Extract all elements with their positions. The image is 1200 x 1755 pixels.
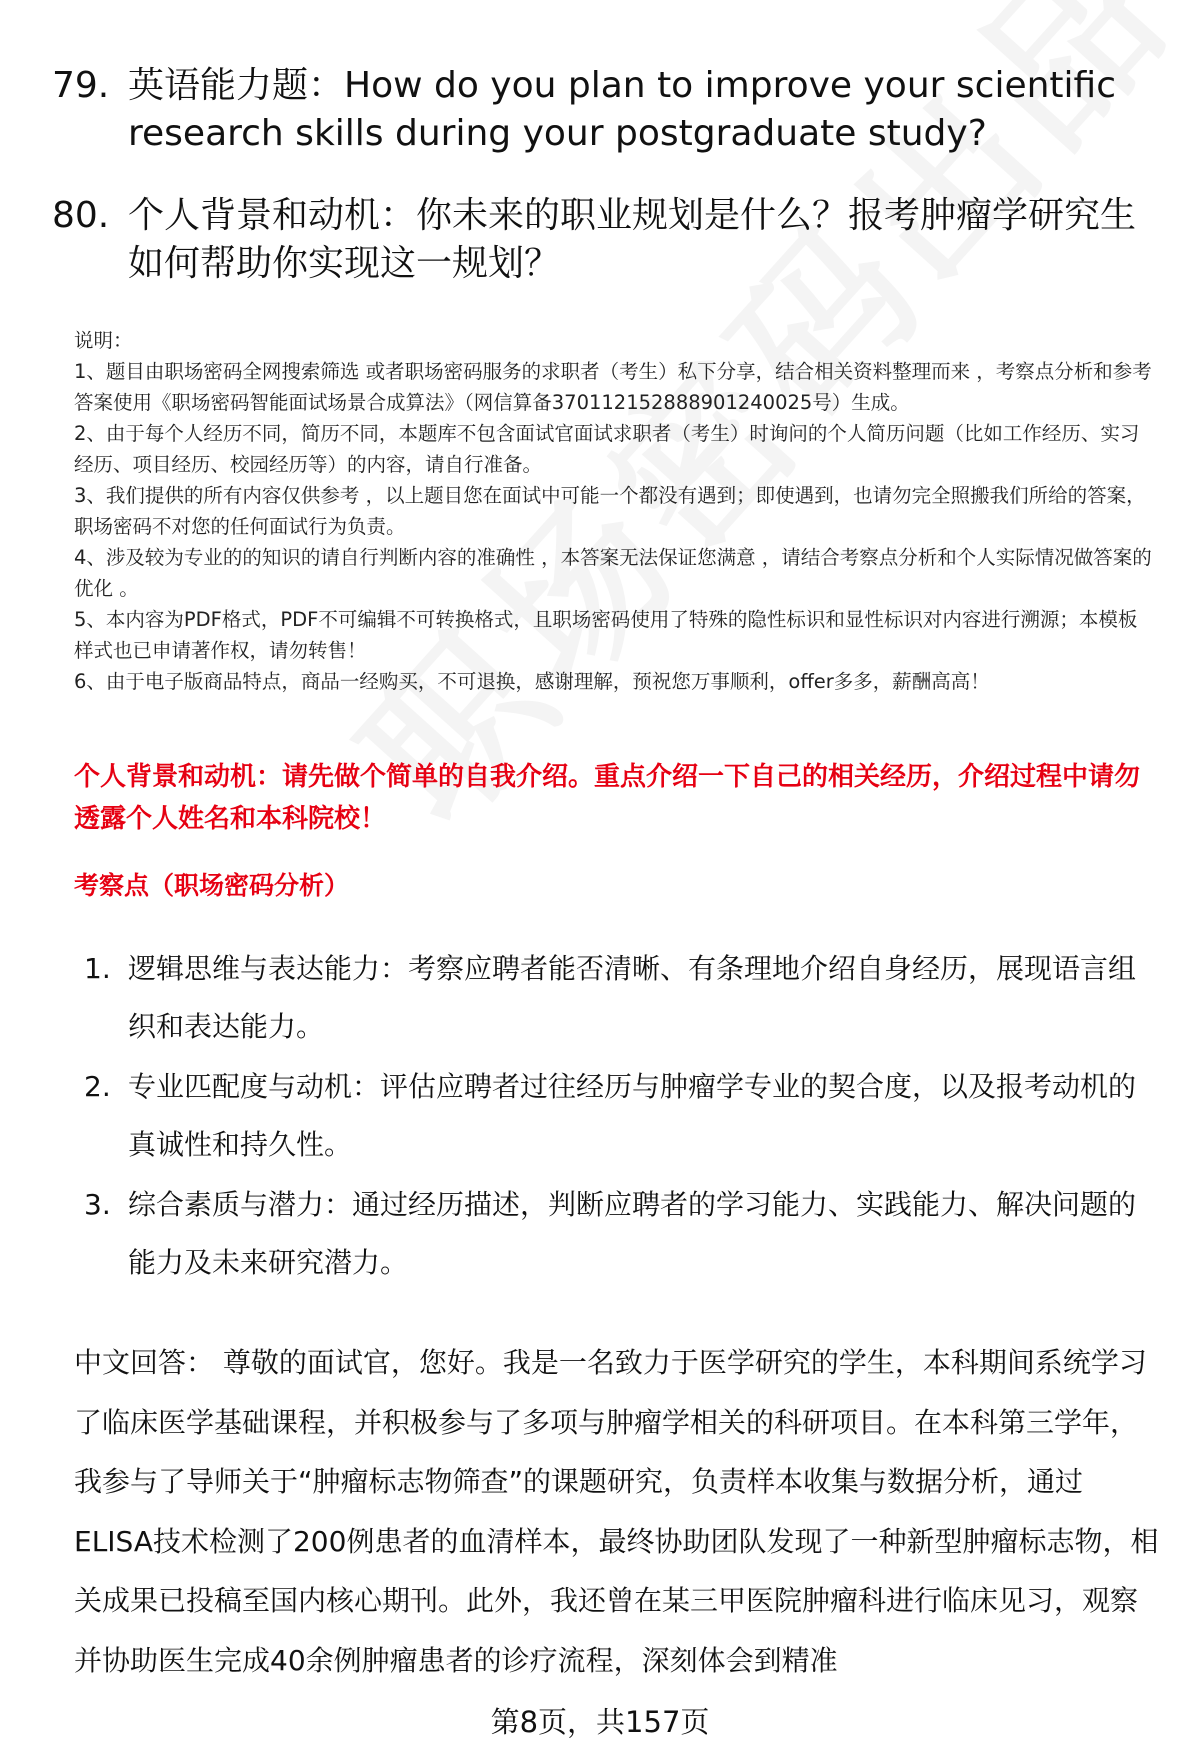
note-item: 1、题目由职场密码全网搜索筛选 或者职场密码服务的求职者（考生）私下分享，结合相关资料整理而来 ，考察点分析和参考答案使用《职场密码智能面试场景合成算法》（网信算备370112152888901240025号）生成。 [74, 360, 1152, 414]
notes-heading: 说明： [74, 329, 133, 352]
note-item: 2、由于每个人经历不同，简历不同，本题库不包含面试官面试求职者（考生）时询问的个人简历问题（比如工作经历、实习经历、项目经历、校园经历等）的内容，请自行准备。 [74, 422, 1140, 476]
analysis-item [84, 1176, 1150, 1292]
current-question-heading: 个人背景和动机：请先做个简单的自我介绍。重点介绍一下自己的相关经历，介绍过程中请勿透露个人姓名和本科院校！ [74, 762, 1141, 834]
page-footer: 第8页，共157页 [490, 1705, 710, 1739]
analysis-heading: 考察点（职场密码分析） [74, 871, 350, 900]
question-number: 79. [52, 65, 110, 106]
analysis-item-number: 1. [84, 952, 111, 985]
analysis-list [84, 940, 1150, 1294]
note-item: 4、涉及较为专业的的知识的请自行判断内容的准确性 ，本答案无法保证您满意 ，请结合考察点分析和个人实际情况做答案的优化 。 [74, 546, 1152, 600]
analysis-item-text: 综合素质与潜力：通过经历描述，判断应聘者的学习能力、实践能力、解决问题的能力及未来研究潜力。 [128, 1188, 1137, 1279]
answer-paragraph [74, 1333, 1160, 1690]
question-text: 英语能力题：How do you plan to improve your scientific research skills during your postgraduate study? [128, 65, 1116, 154]
analysis-item-text: 专业匹配度与动机：评估应聘者过往经历与肿瘤学专业的契合度，以及报考动机的真诚性和持久性。 [128, 1070, 1137, 1161]
analysis-item-text: 逻辑思维与表达能力：考察应聘者能否清晰、有条理地介绍自身经历，展现语言组织和表达能力。 [128, 952, 1137, 1043]
question-79 [52, 62, 1152, 158]
question-text: 个人背景和动机：你未来的职业规划是什么？报考肿瘤学研究生如何帮助你实现这一规划？ [128, 195, 1137, 284]
question-number: 80. [52, 195, 110, 236]
analysis-item-number: 2. [84, 1070, 111, 1103]
note-item: 3、我们提供的所有内容仅供参考 ，以上题目您在面试中可能一个都没有遇到；即使遇到，也请勿完全照搬我们所给的答案，职场密码不对您的任何面试行为负责。 [74, 484, 1146, 538]
analysis-item-number: 3. [84, 1188, 111, 1221]
answer-label: 中文回答： [74, 1346, 215, 1379]
analysis-item [84, 1058, 1150, 1174]
question-80 [52, 192, 1152, 288]
analysis-item [84, 940, 1150, 1056]
answer-text: 尊敬的面试官，您好。我是一名致力于医学研究的学生，本科期间系统学习了临床医学基础课程，并积极参与了多项与肿瘤学相关的科研项目。在本科第三学年，我参与了导师关于“肿瘤标志物筛查”的课题研究，负责样本收集与数据分析，通过ELISA技术检测了200例患者的血清样本，最终协助团队发现了一种新型肿瘤标志物，相关成果已投稿至国内核心期刊。此外，我还曾在某三甲医院肿瘤科进行临床见习，观察并协助医生完成40余例肿瘤患者的诊疗流程，深刻体会到精准 [74, 1346, 1159, 1677]
note-item: 6、由于电子版商品特点，商品一经购买，不可退换，感谢理解，预祝您万事顺利，offer多多，薪酬高高！ [74, 670, 990, 693]
note-item: 5、本内容为PDF格式，PDF不可编辑不可转换格式，且职场密码使用了特殊的隐性标识和显性标识对内容进行溯源；本模板样式也已申请著作权，请勿转售！ [74, 608, 1138, 662]
notes-section [74, 325, 1154, 697]
